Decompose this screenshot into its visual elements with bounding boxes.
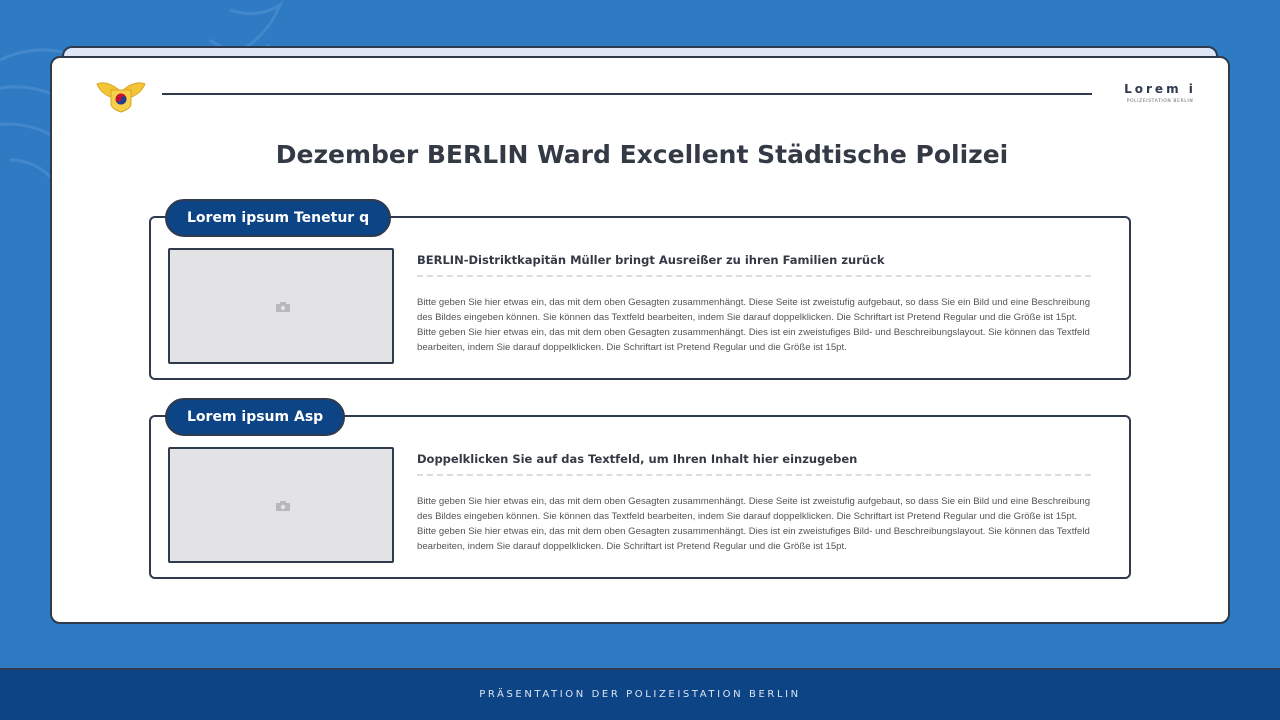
- section-2-body: Bitte geben Sie hier etwas ein, das mit dem oben Gesagten zusammenhängt. Diese Seite ist zweistufig aufgebaut, so dass Sie ein Bild und eine Beschreibung des Bildes eingeben können. Sie können das Textfeld bearbeiten, indem Sie darauf doppelklicken. Die Schriftart ist Pretend Regular und die Größe ist 15pt. Bitte geben Sie hier etwas ein, das mit dem oben Gesagten zusammenhängt. Dies ist ein zweistufiges Bild- und Beschreibungslayout. Sie können das Textfeld bearbeiten, indem Sie darauf doppelklicken. Die Schriftart ist Pretend Regular und die Größe ist 15pt.: [417, 496, 1091, 552]
- section-1-body: Bitte geben Sie hier etwas ein, das mit dem oben Gesagten zusammenhängt. Diese Seite ist zweistufig aufgebaut, so dass Sie ein Bild und eine Beschreibung des Bildes eingeben können. Sie können das Textfeld bearbeiten, indem Sie darauf doppelklicken. Die Schriftart ist Pretend Regular und die Größe ist 15pt. Bitte geben Sie hier etwas ein, das mit dem oben Gesagten zusammenhängt. Dies ist ein zweistufiges Bild- und Beschreibungslayout. Sie können das Textfeld bearbeiten, indem Sie darauf doppelklicken. Die Schriftart ist Pretend Regular und die Größe ist 15pt.: [417, 297, 1091, 353]
- camera-icon: [276, 302, 290, 312]
- section-1-content: [417, 251, 1093, 355]
- section-1-divider: [417, 275, 1091, 277]
- brand-name: Lorem i: [1124, 82, 1196, 96]
- camera-icon: [276, 501, 290, 511]
- image-placeholder-1[interactable]: [168, 248, 394, 364]
- footer-text: PRÄSENTATION DER POLIZEISTATION BERLIN: [479, 689, 801, 700]
- section-1: [149, 210, 1131, 380]
- section-2-content: [417, 450, 1093, 554]
- brand-block: [1110, 82, 1210, 104]
- section-2-heading: Doppelklicken Sie auf das Textfeld, um Ihren Inhalt hier einzugeben: [417, 452, 858, 466]
- footer-bar: [0, 668, 1280, 720]
- section-2-divider: [417, 474, 1091, 476]
- slide-card: [50, 56, 1230, 624]
- section-2-tag: Lorem ipsum Asp: [165, 398, 345, 436]
- police-wing-badge-icon: [96, 78, 146, 114]
- brand-subtitle: POLIZEISTATION BERLIN: [1126, 99, 1194, 104]
- section-2: [149, 409, 1131, 579]
- page-title: Dezember BERLIN Ward Excellent Städtische Polizei: [275, 140, 1009, 169]
- image-placeholder-2[interactable]: [168, 447, 394, 563]
- header-rule: [162, 93, 1092, 95]
- section-1-heading: BERLIN-Distriktkapitän Müller bringt Ausreißer zu ihren Familien zurück: [417, 253, 885, 267]
- section-1-tag: Lorem ipsum Tenetur q: [165, 199, 391, 237]
